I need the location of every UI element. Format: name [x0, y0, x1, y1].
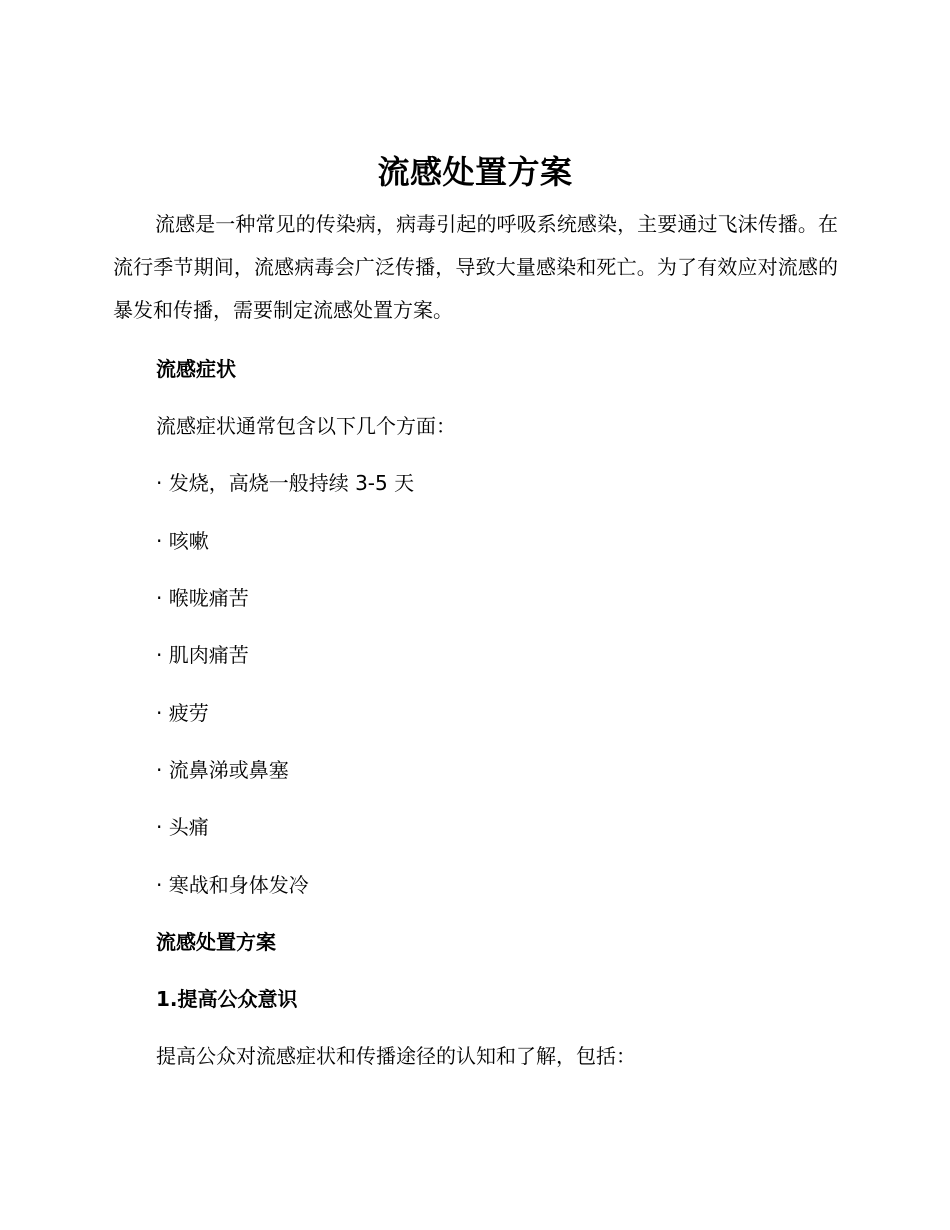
symptom-item: · 流鼻涕或鼻塞 — [156, 758, 289, 782]
symptom-item: · 发烧，高烧一般持续 3-5 天 — [156, 471, 415, 495]
symptom-item: · 喉咙痛苦 — [156, 586, 249, 610]
plan-heading: 流感处置方案 — [156, 930, 276, 954]
symptom-item: · 肌肉痛苦 — [156, 643, 249, 667]
symptoms-intro: 流感症状通常包含以下几个方面： — [156, 414, 456, 438]
intro-paragraph: 流感是一种常见的传染病，病毒引起的呼吸系统感染，主要通过飞沫传播。在流行季节期间，流感病毒会广泛传播，导致大量感染和死亡。为了有效应对流感的暴发和传播，需要制定流感处置方案。 — [113, 212, 838, 322]
symptom-item: · 咳嗽 — [156, 529, 209, 553]
plan-text: 提高公众对流感症状和传播途径的认知和了解，包括： — [156, 1044, 636, 1068]
symptoms-heading: 流感症状 — [156, 357, 236, 381]
symptom-item: · 头痛 — [156, 815, 209, 839]
symptom-item: · 疲劳 — [156, 701, 209, 725]
symptom-item: · 寒战和身体发冷 — [156, 873, 309, 897]
page-title: 流感处置方案 — [377, 153, 573, 191]
plan-subheading: 1.提高公众意识 — [156, 987, 298, 1011]
